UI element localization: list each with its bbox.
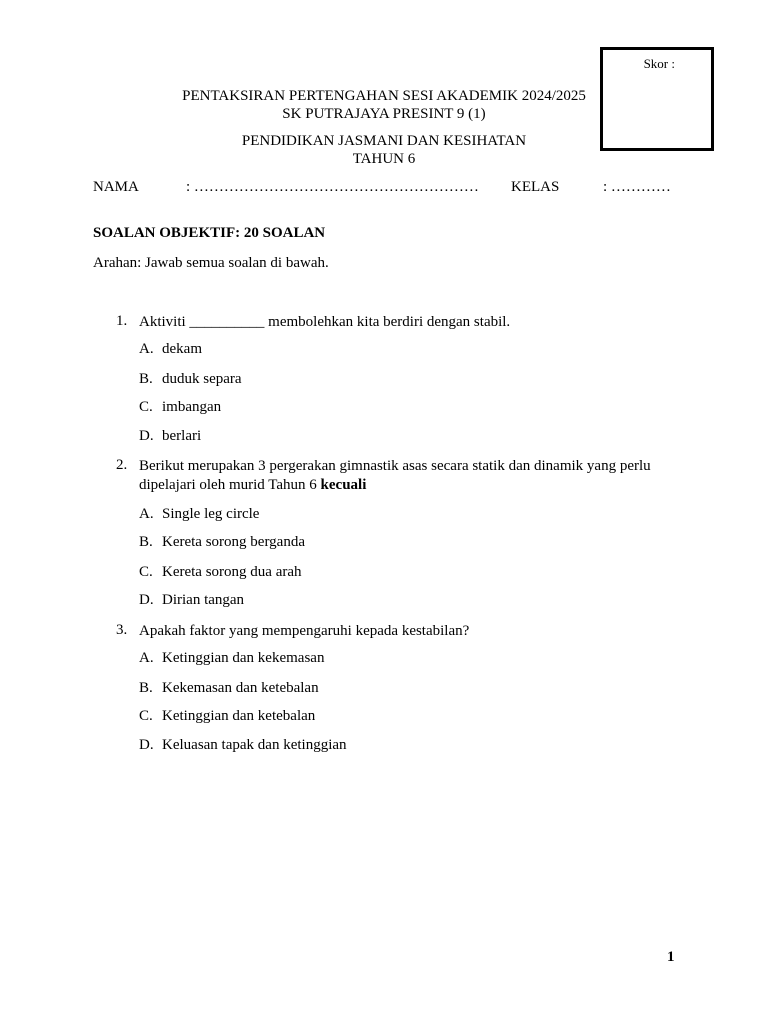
option-text: Kereta sorong dua arah <box>162 564 302 580</box>
option-letter: B. <box>139 534 153 550</box>
question-text-part: dipelajari oleh murid Tahun 6 <box>139 477 321 493</box>
answer-option <box>139 650 324 667</box>
question-text-line2 <box>139 476 366 495</box>
answer-option <box>139 399 221 416</box>
option-text: duduk separa <box>162 371 242 387</box>
question-number: 1. <box>116 313 128 329</box>
option-text: Kekemasan dan ketebalan <box>162 680 319 696</box>
option-letter: C. <box>139 564 153 580</box>
answer-option <box>139 564 302 581</box>
score-label: Skor : <box>643 56 675 71</box>
question-text-line1: Berikut merupakan 3 pergerakan gimnastik asas secara statik dan dinamik yang perlu <box>139 458 651 474</box>
question-text: Aktiviti __________ membolehkan kita berdiri dengan stabil. <box>139 314 511 330</box>
option-letter: A. <box>139 506 154 522</box>
option-letter: B. <box>139 680 153 696</box>
option-letter: A. <box>139 341 154 357</box>
option-text: Dirian tangan <box>162 592 245 608</box>
question-emphasis: kecuali <box>320 477 367 493</box>
answer-option <box>139 708 315 725</box>
name-field: : ………………………………………………… <box>186 179 479 195</box>
option-letter: C. <box>139 708 153 724</box>
option-text: Ketinggian dan kekemasan <box>162 650 325 666</box>
answer-option <box>139 341 202 358</box>
option-letter: D. <box>139 592 154 608</box>
subject-title: PENDIDIKAN JASMANI DAN KESIHATAN <box>241 133 527 149</box>
option-letter: A. <box>139 650 154 666</box>
option-letter: C. <box>139 399 153 415</box>
option-letter: D. <box>139 428 154 444</box>
question-number: 3. <box>116 622 128 638</box>
answer-option <box>139 592 244 609</box>
school-name: SK PUTRAJAYA PRESINT 9 (1) <box>282 106 486 122</box>
class-label: KELAS <box>511 179 560 195</box>
section-title: SOALAN OBJEKTIF: 20 SOALAN <box>93 225 326 241</box>
answer-option <box>139 428 201 445</box>
class-field: : ………… <box>603 179 671 195</box>
answer-option <box>139 534 305 551</box>
option-text: Kereta sorong berganda <box>162 534 305 550</box>
question-number: 2. <box>116 457 128 473</box>
option-text: berlari <box>162 428 202 444</box>
exam-title: PENTAKSIRAN PERTENGAHAN SESI AKADEMIK 2024/2025 <box>182 88 586 104</box>
option-letter: D. <box>139 737 154 753</box>
option-text: Single leg circle <box>162 506 260 522</box>
page-number: 1 <box>667 949 675 965</box>
option-text: Keluasan tapak dan ketinggian <box>162 737 347 753</box>
option-text: Ketinggian dan ketebalan <box>162 708 316 724</box>
name-label: NAMA <box>93 179 139 195</box>
option-text: imbangan <box>162 399 222 415</box>
option-text: dekam <box>162 341 202 357</box>
option-letter: B. <box>139 371 153 387</box>
answer-option <box>139 680 319 697</box>
answer-option <box>139 506 259 523</box>
question-text: Apakah faktor yang mempengaruhi kepada kestabilan? <box>139 623 470 639</box>
answer-option <box>139 371 242 388</box>
year-level: TAHUN 6 <box>352 151 416 167</box>
answer-option <box>139 737 347 754</box>
instruction-text: Arahan: Jawab semua soalan di bawah. <box>93 255 329 271</box>
